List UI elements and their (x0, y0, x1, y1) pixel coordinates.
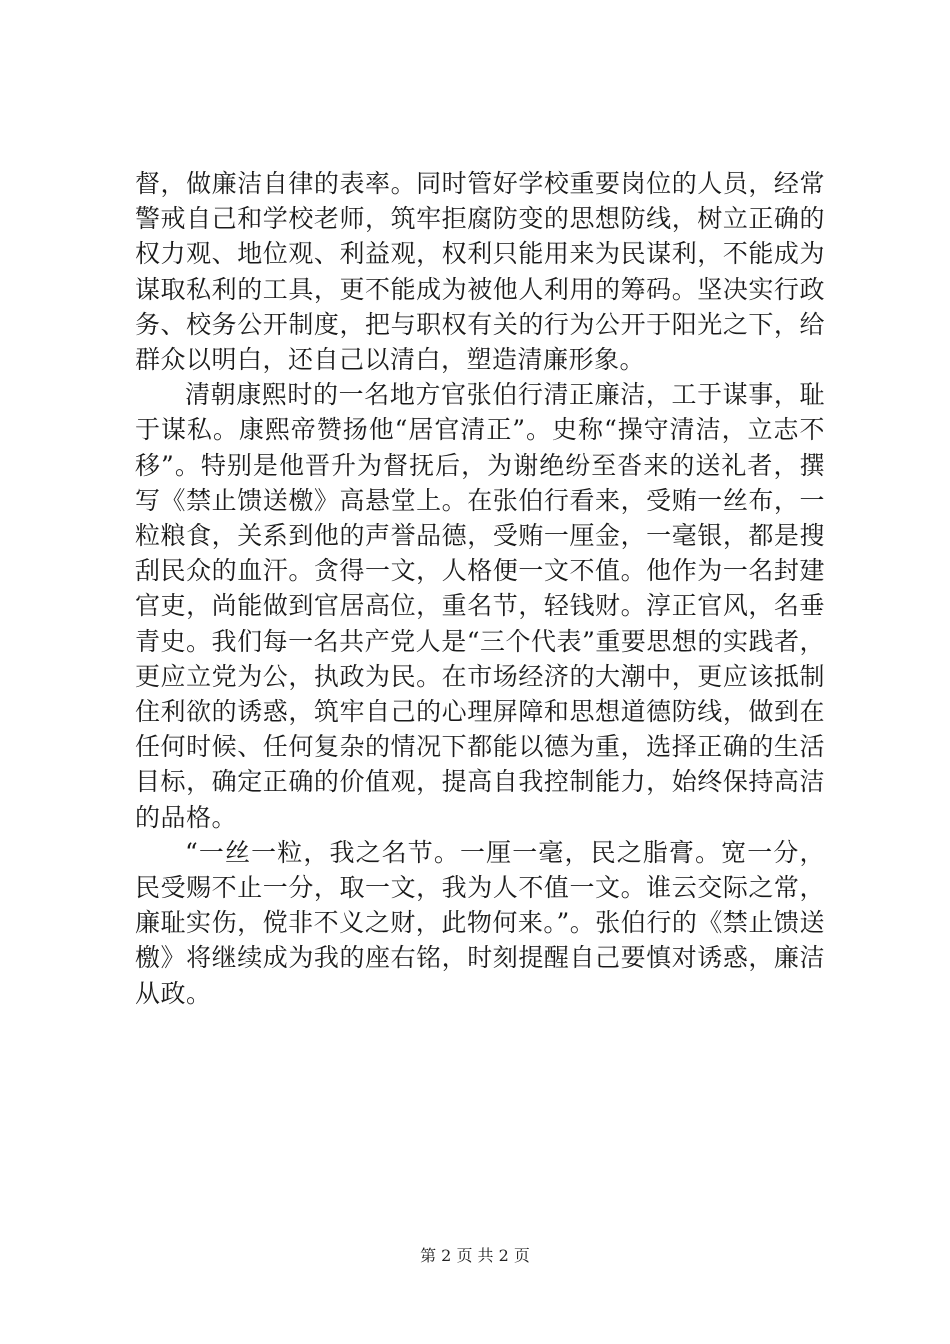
paragraph-2: 清朝康熙时的一名地方官张伯行清正廉洁，工于谋事，耻于谋私。康熙帝赞扬他“居官清正”。史称“操守清洁，立志不移”。特别是他晋升为督抚后，为谢绝纷至沓来的送礼者，撰写《禁止馈送檄》高悬堂上。在张伯行看来，受贿一丝布，一粒粮食，关系到他的声誉品德，受贿一厘金，一毫银，都是搜刮民众的血汗。贪得一文，人格便一文不值。他作为一名封建官吏，尚能做到官居高位，重名节，轻钱财。淳正官风，名垂青史。我们每一名共产党人是“三个代表”重要思想的实践者，更应立党为公，执政为民。在市场经济的大潮中，更应该抵制住利欲的诱惑，筑牢自己的心理屏障和思想道德防线，做到在任何时候、任何复杂的情况下都能以德为重，选择正确的生活目标，确定正确的价值观，提高自我控制能力，始终保持高洁的品格。 (135, 380, 825, 832)
paragraph-1: 督，做廉洁自律的表率。同时管好学校重要岗位的人员，经常警戒自己和学校老师，筑牢拒腐防变的思想防线，树立正确的权力观、地位观、利益观，权利只能用来为民谋利，不能成为谋取私利的工具，更不能成为被他人利用的筹码。坚决实行政务、校务公开制度，把与职权有关的行为公开于阳光之下，给群众以明白，还自己以清白，塑造清廉形象。 (135, 169, 825, 375)
page-footer: 第 2 页 共 2 页 (420, 1246, 530, 1265)
document-body (135, 166, 825, 1011)
paragraph-3: “一丝一粒，我之名节。一厘一毫，民之脂膏。宽一分，民受赐不止一分，取一文，我为人不值一文。谁云交际之常，廉耻实伤，傥非不义之财，此物何来。”。张伯行的《禁止馈送檄》将继续成为我的座右铭，时刻提醒自己要慎对诱惑，廉洁从政。 (135, 837, 825, 1008)
